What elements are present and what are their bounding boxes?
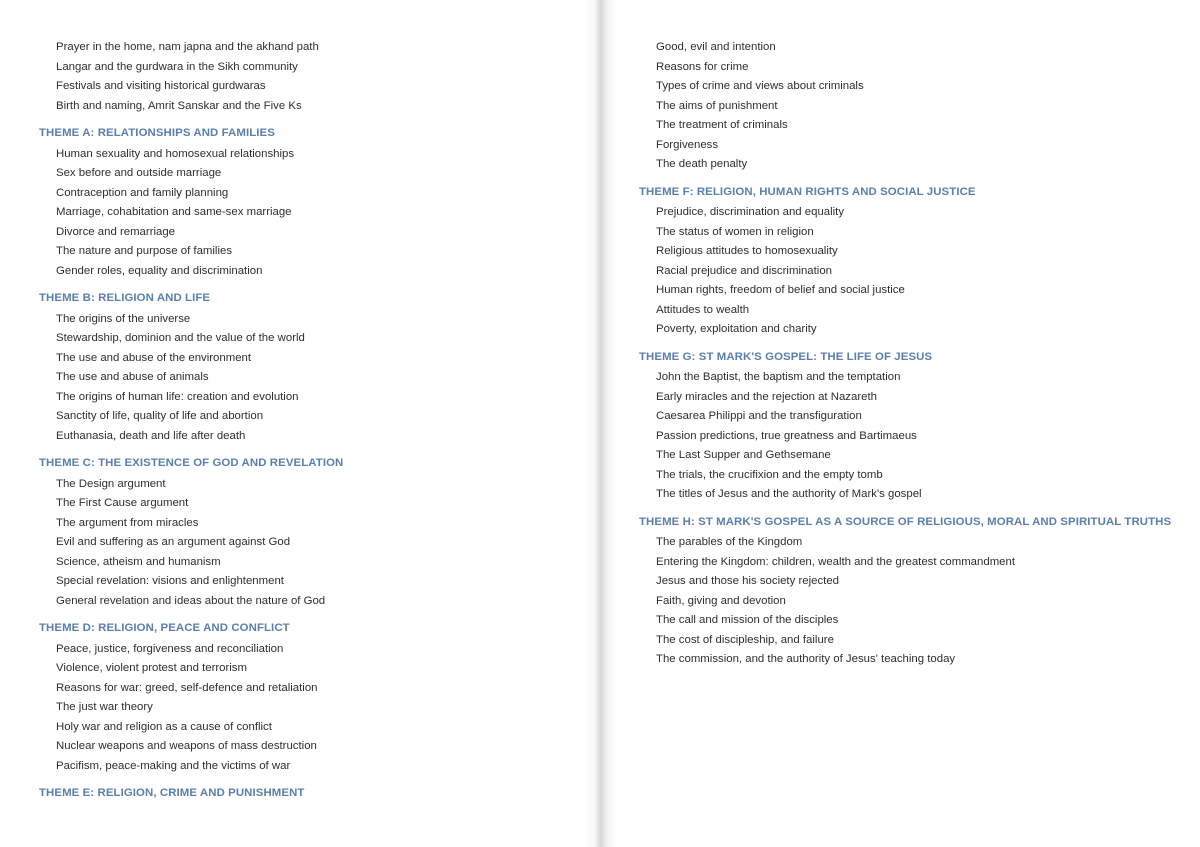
topic-item: Peace, justice, forgiveness and reconciliation: [56, 642, 284, 655]
topic-item: The origins of the universe: [56, 312, 191, 325]
topic-item: The use and abuse of animals: [56, 371, 209, 383]
left-page-content: [39, 38, 584, 805]
topic-item: Stewardship, dominion and the value of the world: [56, 332, 305, 344]
theme-topic-list: [639, 368, 1199, 505]
topic-item: Science, atheism and humanism: [56, 555, 221, 568]
topic-item: Contraception and family planning: [56, 186, 229, 199]
topic-item: Special revelation: visions and enlightenment: [56, 575, 284, 587]
topic-item: The treatment of criminals: [656, 119, 788, 131]
book-gutter: [586, 0, 616, 847]
topic-item: The parables of the Kingdom: [656, 536, 803, 548]
topic-item: Human sexuality and homosexual relationships: [56, 147, 295, 160]
topic-item: Entering the Kingdom: children, wealth and the greatest commandment: [656, 555, 1016, 568]
topic-item: Racial prejudice and discrimination: [656, 264, 833, 277]
theme-topic-list: [639, 533, 1199, 670]
topic-item: The just war theory: [56, 701, 153, 713]
topic-item: Types of crime and views about criminals: [656, 80, 864, 92]
topic-item: The First Cause argument: [56, 497, 189, 509]
topic-item: Holy war and religion as a cause of conflict: [56, 720, 272, 733]
theme-heading: THEME A: RELATIONSHIPS AND FAMILIES: [39, 127, 275, 139]
topic-item: Religious attitudes to homosexuality: [656, 245, 838, 257]
topic-item: Evil and suffering as an argument against God: [56, 536, 291, 548]
topic-item: The cost of discipleship, and failure: [656, 633, 834, 646]
topic-item: Poverty, exploitation and charity: [656, 323, 817, 335]
topic-item: Gender roles, equality and discrimination: [56, 264, 263, 277]
theme-heading: THEME F: RELIGION, HUMAN RIGHTS AND SOCIAL JUSTICE: [639, 185, 976, 198]
theme-heading: THEME C: THE EXISTENCE OF GOD AND REVELATION: [39, 457, 344, 469]
topic-item: The aims of punishment: [656, 99, 778, 112]
topic-item: Forgiveness: [656, 138, 719, 151]
topic-item: The death penalty: [656, 158, 748, 170]
topic-item: The Last Supper and Gethsemane: [656, 449, 831, 461]
topic-item: The call and mission of the disciples: [656, 614, 839, 626]
topic-item: Reasons for crime: [656, 60, 749, 73]
theme-heading: THEME D: RELIGION, PEACE AND CONFLICT: [39, 622, 290, 634]
right-page-content: [639, 38, 1199, 670]
topic-item: The nature and purpose of families: [56, 245, 233, 257]
topic-item: Good, evil and intention: [656, 41, 776, 53]
theme-topic-list: [39, 145, 584, 282]
topic-item: Sanctity of life, quality of life and abortion: [56, 410, 264, 422]
topic-item: Early miracles and the rejection at Nazareth: [656, 390, 877, 403]
topic-item: Festivals and visiting historical gurdwaras: [56, 80, 266, 92]
intro-topic-list: [639, 38, 1199, 175]
intro-topic-list: [39, 38, 584, 116]
topic-item: Nuclear weapons and weapons of mass destruction: [56, 740, 317, 752]
topic-item: Sex before and outside marriage: [56, 167, 222, 179]
topic-item: The status of women in religion: [656, 225, 814, 238]
topic-item: John the Baptist, the baptism and the temptation: [656, 371, 901, 383]
topic-item: Euthanasia, death and life after death: [56, 429, 246, 442]
topic-item: Violence, violent protest and terrorism: [56, 662, 247, 674]
topic-item: Marriage, cohabitation and same-sex marriage: [56, 206, 292, 218]
topic-item: Langar and the gurdwara in the Sikh community: [56, 60, 298, 73]
topic-item: The commission, and the authority of Jesus' teaching today: [656, 653, 956, 665]
topic-item: The use and abuse of the environment: [56, 351, 252, 364]
topic-item: The titles of Jesus and the authority of Mark's gospel: [656, 488, 922, 500]
theme-heading: THEME E: RELIGION, CRIME AND PUNISHMENT: [39, 787, 305, 799]
topic-item: Divorce and remarriage: [56, 225, 176, 238]
topic-item: Prejudice, discrimination and equality: [656, 206, 845, 218]
theme-heading: THEME G: ST MARK'S GOSPEL: THE LIFE OF JESUS: [639, 350, 933, 363]
topic-item: Passion predictions, true greatness and Bartimaeus: [656, 429, 917, 442]
topic-item: The origins of human life: creation and evolution: [56, 390, 299, 403]
topic-item: The argument from miracles: [56, 516, 199, 529]
topic-item: General revelation and ideas about the nature of God: [56, 594, 326, 607]
theme-topic-list: [39, 310, 584, 447]
theme-topic-list: [639, 203, 1199, 340]
topic-item: Human rights, freedom of belief and social justice: [656, 284, 905, 296]
theme-topic-list: [39, 640, 584, 777]
theme-topic-list: [39, 475, 584, 612]
topic-item: Jesus and those his society rejected: [656, 575, 839, 587]
topic-item: The Design argument: [56, 477, 166, 490]
topic-item: Birth and naming, Amrit Sanskar and the Five Ks: [56, 99, 302, 112]
topic-item: Prayer in the home, nam japna and the akhand path: [56, 41, 319, 53]
topic-item: Reasons for war: greed, self-defence and retaliation: [56, 681, 318, 694]
topic-item: Faith, giving and devotion: [656, 594, 786, 607]
topic-item: Attitudes to wealth: [656, 303, 750, 316]
right-page: [600, 0, 1200, 847]
theme-heading: THEME B: RELIGION AND LIFE: [39, 292, 211, 304]
topic-item: Caesarea Philippi and the transfiguration: [656, 410, 862, 422]
topic-item: The trials, the crucifixion and the empty tomb: [656, 468, 883, 481]
theme-heading: THEME H: ST MARK'S GOSPEL AS A SOURCE OF RELIGIOUS, MORAL AND SPIRITUAL TRUTHS: [639, 515, 1172, 528]
topic-item: Pacifism, peace-making and the victims of war: [56, 759, 291, 772]
